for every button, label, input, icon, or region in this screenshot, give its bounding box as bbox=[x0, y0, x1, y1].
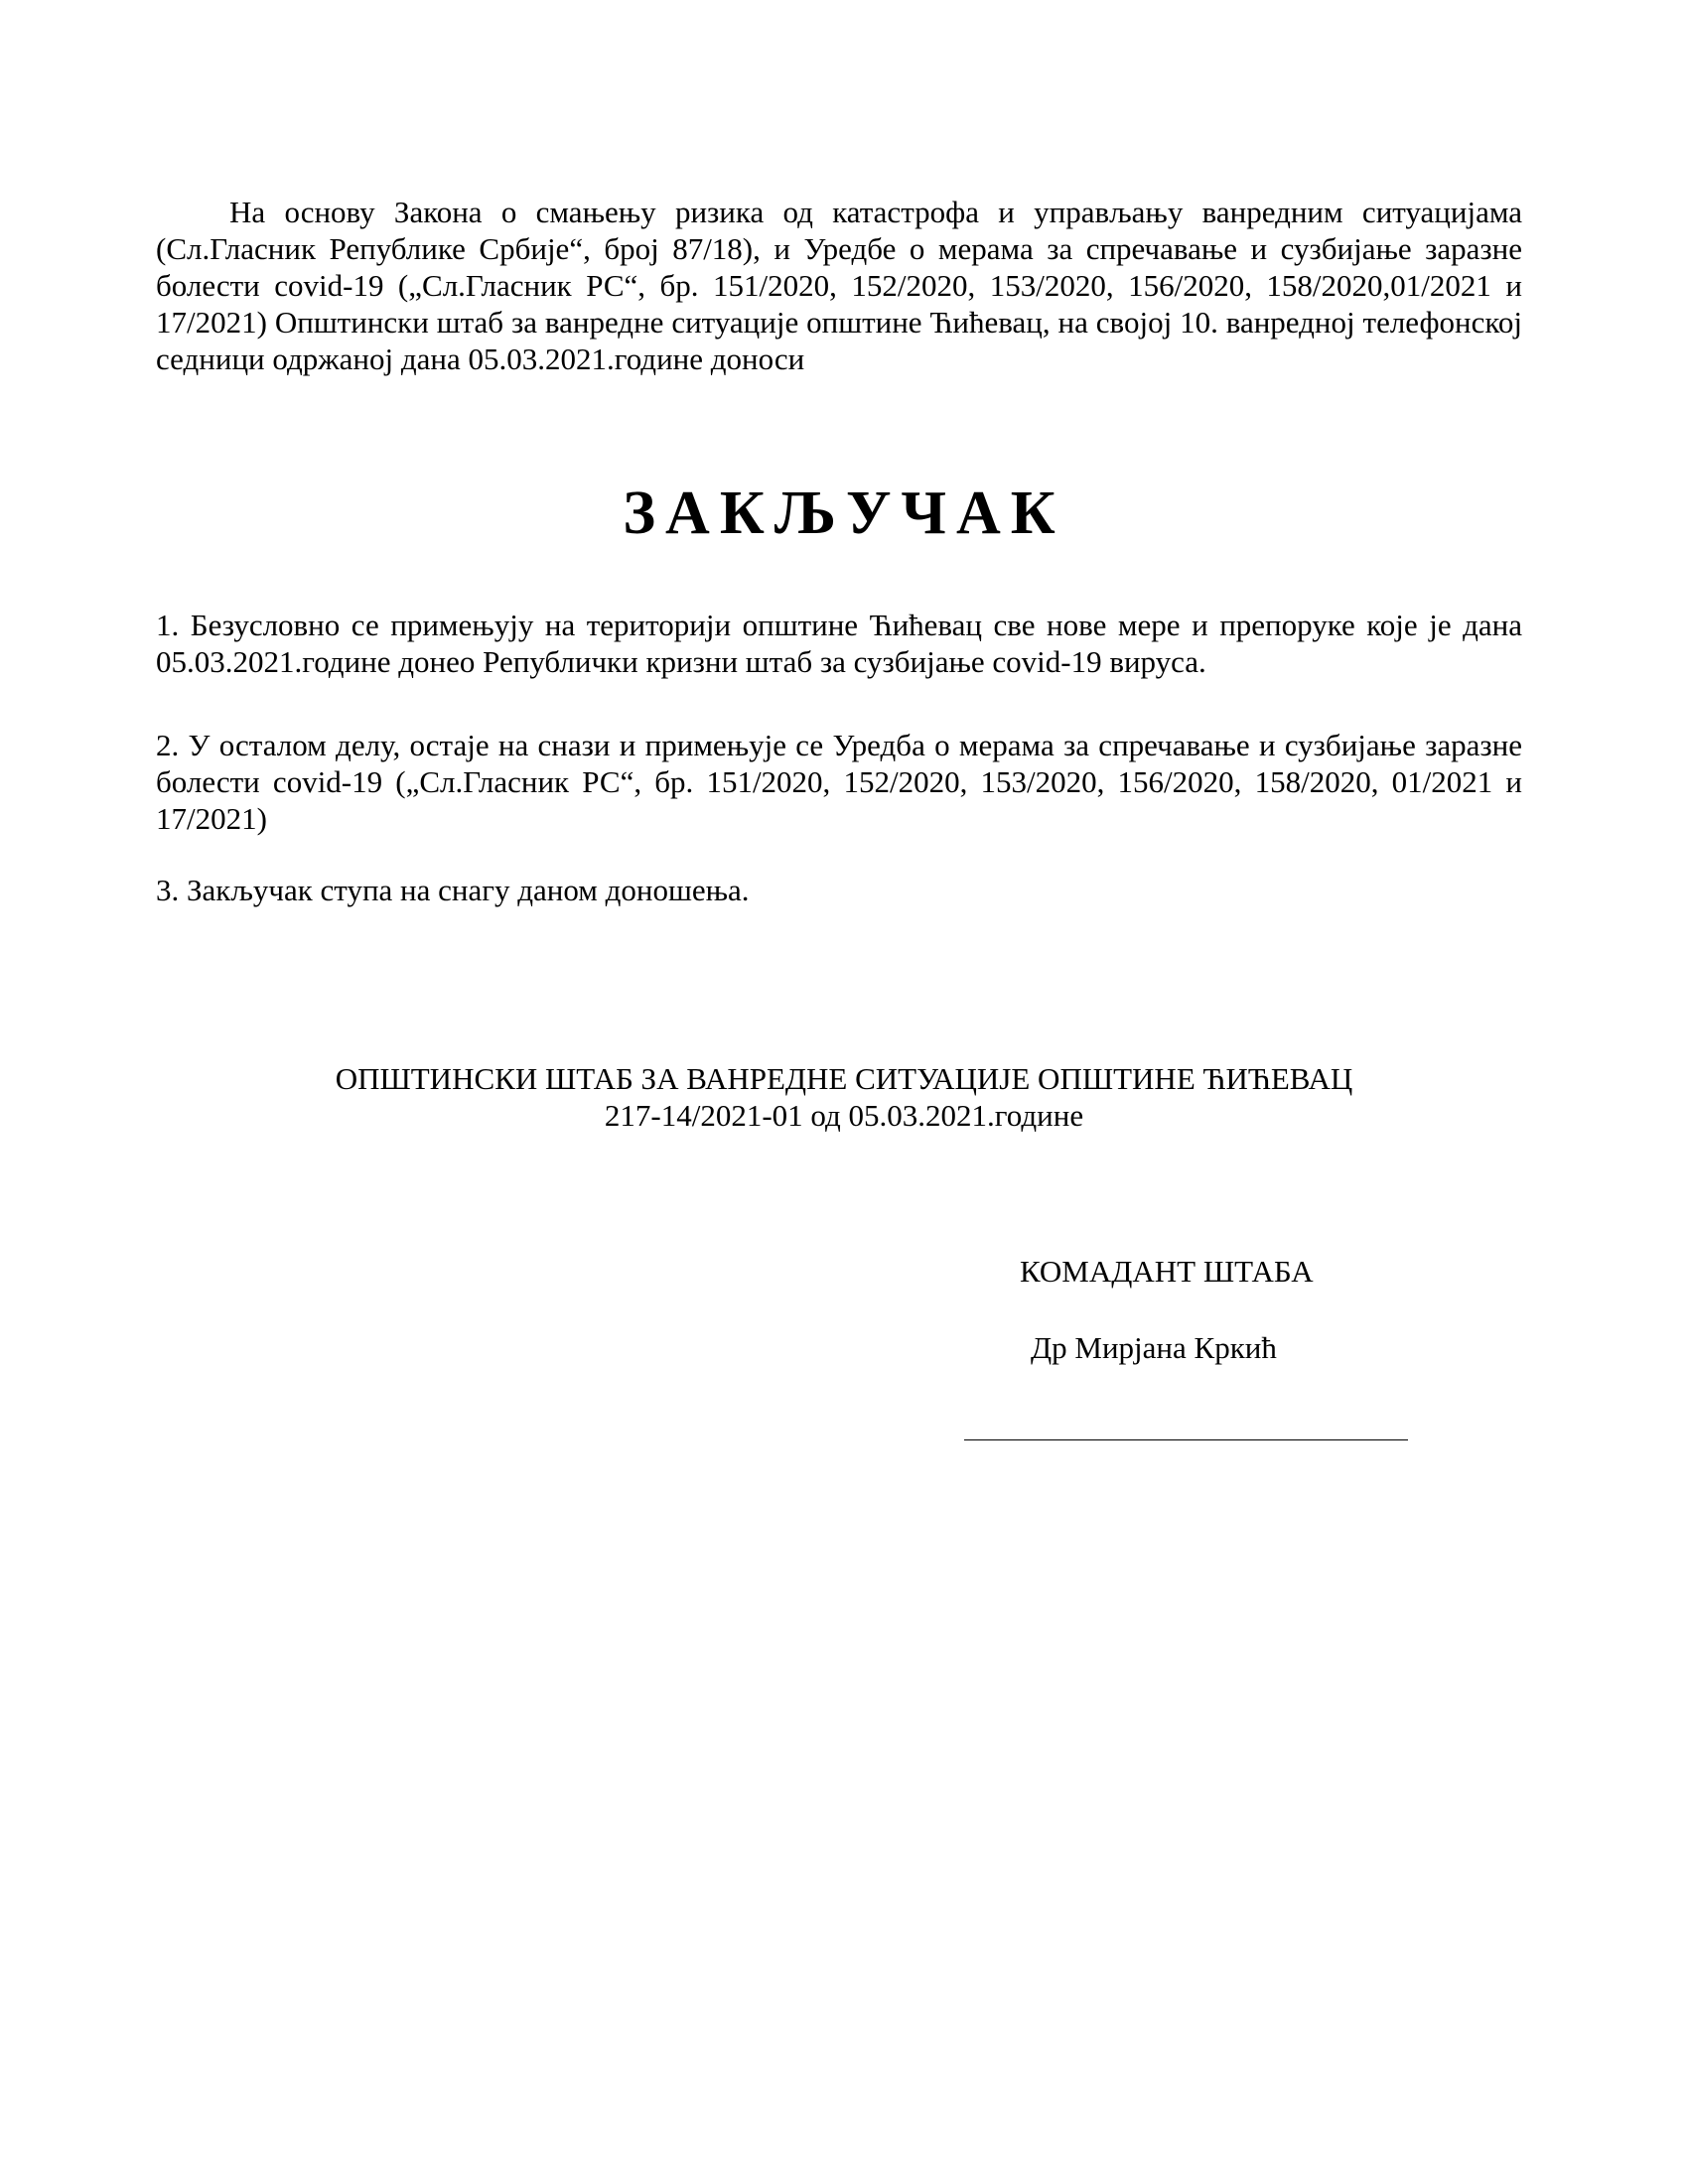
signatory-role: КОМАДАНТ ШТАБА bbox=[1020, 1254, 1314, 1289]
conclusion-item-1: 1. Безусловно се примењују на територији општине Ћићевац све нове мере и препоруке које је дана 05.03.2021.године донео Републички кризни штаб за сузбијање covid-19 вируса. bbox=[156, 608, 1522, 679]
conclusion-item-3: 3. Закључак ступа на снагу даном доношења. bbox=[156, 873, 750, 907]
signatory-name: Др Мирјана Кркић bbox=[1031, 1330, 1277, 1365]
preamble-paragraph: На основу Закона о смањењу ризика од катастрофа и управљању ванредним ситуацијама (Сл.Гласник Републике Србије“, број 87/18), и Уредбе о мерама за спречавање и сузбијање заразне болести covid-19 („Сл.Гласник РС“, бр. 151/2020, 152/2020, 153/2020, 156/2020, 158/2020,01/2021 и 17/2021) Општински штаб за ванредне ситуације општине Ћићевац, на својој 10. ванредној телефонској седници одржаној дана 05.03.2021.године доноси bbox=[156, 195, 1522, 376]
conclusion-item-2: 2. У осталом делу, остаје на снази и примењује се Уредба о мерама за спречавање и сузбијање заразне болести covid-19 („Сл.Гласник РС“, бр. 151/2020, 152/2020, 153/2020, 156/2020, 158/2020, 01/2021 и 17/2021) bbox=[156, 728, 1522, 836]
issuer-authority: ОПШТИНСКИ ШТАБ ЗА ВАНРЕДНЕ СИТУАЦИЈЕ ОПШТИНЕ ЋИЋЕВАЦ bbox=[335, 1061, 1353, 1096]
issuer-block bbox=[0, 1060, 1688, 1134]
document-reference: 217-14/2021-01 од 05.03.2021.године bbox=[604, 1098, 1084, 1133]
document-title: ЗАКЉУЧАК bbox=[623, 479, 1065, 547]
signature-line bbox=[964, 1439, 1408, 1440]
